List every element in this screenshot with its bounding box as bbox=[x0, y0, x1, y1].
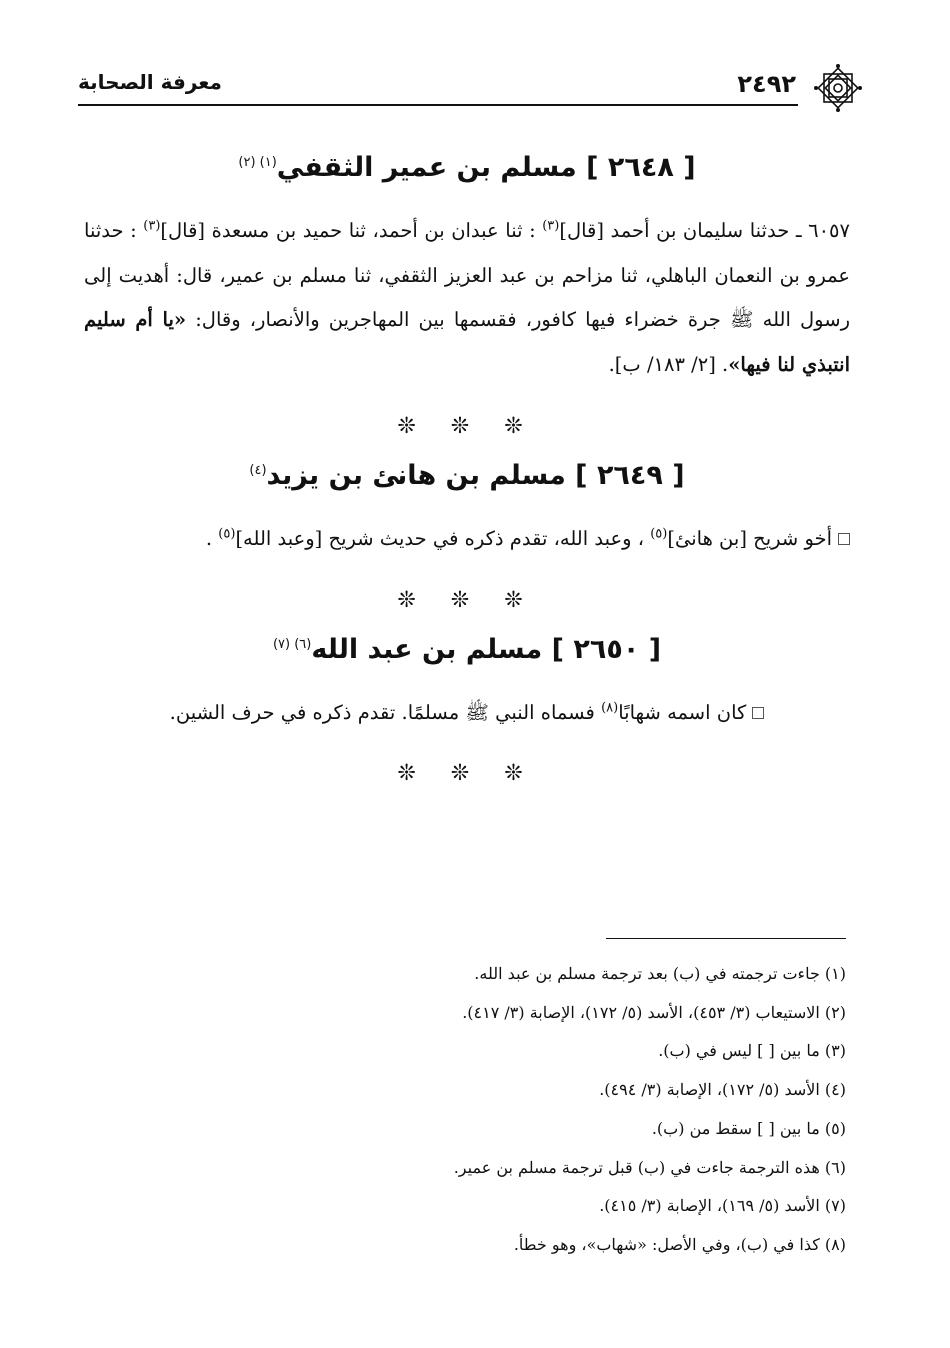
text-run: : ثنا عبدان بن أحمد، ثنا حميد بن مسعدة [قال] bbox=[160, 218, 543, 242]
header-rule bbox=[78, 104, 798, 106]
hadith-paragraph bbox=[84, 209, 850, 388]
page-number: ٢٤٩٢ bbox=[737, 70, 796, 98]
footnote-7: (٧) الأسد (٥/ ١٦٩)، الإصابة (٣/ ٤١٥). bbox=[599, 1196, 846, 1216]
footnotes bbox=[146, 955, 846, 1265]
text-run: فسماه النبي ﷺ مسلمًا. تقدم ذكره في حرف الشين. bbox=[169, 700, 602, 724]
footnote-3: (٣) ما بين [ ] ليس في (ب). bbox=[658, 1041, 846, 1061]
text-run: أخو شريح [بن هانئ] bbox=[667, 526, 832, 550]
footnote-ref: (٥) bbox=[650, 526, 668, 542]
text-run: كان اسمه شهابًا bbox=[618, 700, 747, 724]
eight-point-star-ornament-icon bbox=[812, 62, 864, 114]
section-separator: ❊ ❊ ❊ bbox=[397, 587, 537, 613]
footnote-ref: (٣) bbox=[542, 218, 560, 234]
footnote-ref: (٥) bbox=[218, 526, 236, 542]
footnote-ref: (١) (٢) bbox=[238, 155, 277, 170]
text-run: . [٢/ ١٨٣/ ب]. bbox=[608, 353, 729, 377]
square-bullet-icon bbox=[838, 533, 850, 545]
heading-text: [ ٢٦٥٠ ] مسلم بن عبد الله bbox=[311, 633, 662, 665]
footnote-6: (٦) هذه الترجمة جاءت في (ب) قبل ترجمة مسلم بن عمير. bbox=[453, 1157, 846, 1177]
main-content bbox=[84, 135, 850, 804]
footnote-2: (٢) الاستيعاب (٣/ ٤٥٣)، الأسد (٥/ ١٧٢)، الإصابة (٣/ ٤١٧). bbox=[462, 1002, 846, 1022]
entry-heading-2650 bbox=[84, 631, 850, 669]
footnote-rule bbox=[606, 938, 846, 939]
entry-heading-2649 bbox=[84, 457, 850, 495]
footnote-ref: (٨) bbox=[601, 700, 619, 716]
footnote-ref: (٤) bbox=[249, 463, 267, 479]
heading-text: [ ٢٦٤٩ ] مسلم بن هانئ بن يزيد bbox=[266, 460, 685, 492]
entry-heading-2648 bbox=[84, 149, 850, 187]
footnote-ref: (٦) (٧) bbox=[272, 636, 312, 652]
running-title: معرفة الصحابة bbox=[78, 70, 222, 94]
section-separator: ❊ ❊ ❊ bbox=[397, 761, 537, 787]
footnote-ref: (٣) bbox=[143, 218, 161, 234]
footnote-4: (٤) الأسد (٥/ ١٧٢)، الإصابة (٣/ ٤٩٤). bbox=[599, 1080, 846, 1100]
text-run: ، وعبد الله، تقدم ذكره في حديث شريح [وعبد الله] bbox=[235, 526, 651, 550]
section-separator: ❊ ❊ ❊ bbox=[397, 414, 537, 440]
heading-text: [ ٢٦٤٨ ] مسلم بن عمير الثقفي bbox=[276, 152, 696, 183]
footnote-5: (٥) ما بين [ ] سقط من (ب). bbox=[651, 1118, 846, 1138]
footnote-8: (٨) كذا في (ب)، وفي الأصل: «شهاب»، وهو خطأ. bbox=[513, 1235, 846, 1255]
square-bullet-icon bbox=[752, 707, 764, 719]
entry-paragraph bbox=[84, 517, 850, 562]
entry-paragraph bbox=[84, 691, 850, 736]
text-run: . bbox=[205, 526, 219, 550]
quoted-text: «يا أم سليم انتبذي لنا فيها» bbox=[84, 308, 850, 377]
text-run: : حدثنا عمرو بن النعمان الباهلي، ثنا مزاحم بن عبد العزيز الثقفي، ثنا مسلم بن عمير، قال: أهديت إلى رسول الله ﷺ جرة خضراء فيها كافور، فقسمها بين المهاجرين والأنصار، وقال: bbox=[84, 218, 850, 332]
text-run: ٦٠٥٧ ـ حدثنا سليمان بن أحمد [قال] bbox=[559, 218, 850, 242]
footnote-1: (١) جاءت ترجمته في (ب) بعد ترجمة مسلم بن عبد الله. bbox=[474, 964, 846, 983]
